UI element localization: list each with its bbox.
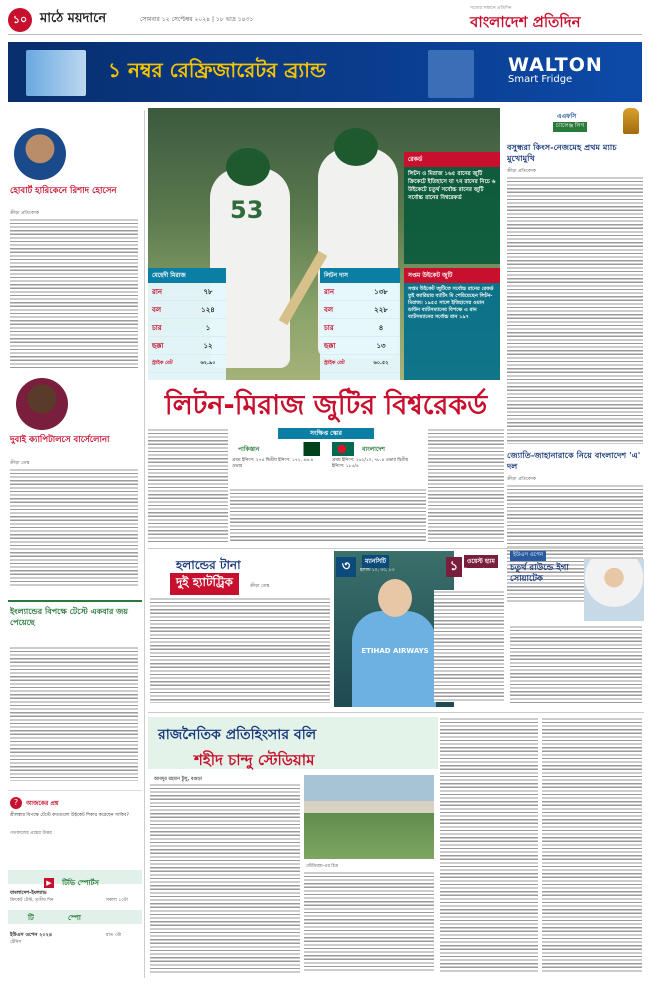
stadium-photo xyxy=(304,775,434,859)
usopen-headline: চতুর্থ রাউন্ডে ইগা সোয়াটেক xyxy=(510,563,569,584)
main-article-left xyxy=(148,428,228,542)
tv-channel-1: টি xyxy=(28,914,34,922)
ad-headline: ১ নম্বর রেফ্রিজারেটর ব্র্যান্ড xyxy=(108,58,326,82)
player-liton-helmet xyxy=(226,148,270,186)
team2-label: ওয়েস্ট হ্যাম xyxy=(464,555,498,568)
kings-body xyxy=(507,176,643,444)
liton-stat-row xyxy=(320,301,400,319)
liton-stat-row xyxy=(320,283,400,301)
mehedi-label: মেহেদী মিরাজ xyxy=(148,268,226,283)
tv1-title: বাংলাদেশ-ইংল্যান্ড xyxy=(10,890,47,896)
liton-stat-value: ১৩৮ xyxy=(374,287,388,296)
england-body xyxy=(10,646,138,781)
seventh-wicket-label: সপ্তম উইকেট জুটি xyxy=(404,268,500,283)
stadium-head1: রাজনৈতিক প্রতিহিংসার বলি xyxy=(158,727,317,743)
haaland-scoreboard xyxy=(334,553,506,583)
liton-stat-label: ছক্কা xyxy=(324,341,336,350)
seventh-wicket-box xyxy=(404,268,500,380)
team2-goals: ১ xyxy=(446,557,462,577)
usopen-body xyxy=(510,625,642,705)
profile1-body xyxy=(10,218,138,368)
profile2-name: দুবাই ক্যাপিটালসে বার্সেলোনা xyxy=(10,435,110,445)
jyoti-byline: ক্রীড়া প্রতিবেদক xyxy=(507,477,536,482)
record-text: লিটন ও মিরাজ ১৬৫ রানের জুটি ক্রিকেটে ইতিহাসে যা ৭ম রানের নিচে ৬ উইকেটে চতুর্থ সর্বোচ্চ রানের জুটি সর্বোচ্চ রানের বিশ্বরেকর্ড xyxy=(408,171,496,201)
tv1-sub: ক্রিকেট টেস্ট, তৃতীয় দিন xyxy=(10,898,54,903)
team1-goals: ৩ xyxy=(336,557,356,577)
tv-sports-header xyxy=(8,870,142,887)
sponsor-text: ETIHAD AIRWAYS xyxy=(361,647,429,655)
team1-score: প্রথম ইনিংস: ২৭৪ দ্বিতীয় ইনিংস: ১৭২, ৪৬.৪ ওভার xyxy=(232,458,314,469)
stadium-body-4 xyxy=(542,717,642,973)
liton-stat-label: স্ট্রাইক রেট xyxy=(324,359,345,366)
quiz-sub: গতকালের প্রশ্নের উত্তর xyxy=(10,831,52,836)
tv2-title: ইউএস ওপেন ২০২৪ xyxy=(10,932,53,938)
section-title: মাঠে ময়দানে xyxy=(40,11,107,26)
header-rule xyxy=(8,34,642,35)
quiz-question: শ্রীলঙ্কার বিপক্ষে টেস্টে কতগুলো উইকেট শিকার করেছেন সাকিব? xyxy=(10,813,129,818)
haaland-jersey xyxy=(352,611,436,707)
masthead: বাংলাদেশ প্রতিদিন xyxy=(470,13,581,31)
mehedi-stat-label: চার xyxy=(152,323,162,332)
usopen-tag: ইউএস ওপেন xyxy=(510,551,546,561)
england-headline: ইংল্যান্ডের বিপক্ষে টেস্টে একবার জয় পেয়েছে xyxy=(10,607,129,627)
mehedi-stat-row xyxy=(148,301,226,319)
rishad-avatar xyxy=(14,128,66,180)
main-article-bottom xyxy=(230,488,426,542)
main-article-right xyxy=(428,428,504,542)
mehedi-stats xyxy=(148,268,226,380)
team1-name: পাকিস্তান xyxy=(238,446,260,453)
stadium-caption: স্টেডিয়াম-এর চিত্র xyxy=(306,864,339,869)
stadium-body-2 xyxy=(304,871,434,973)
afc-tag: এএফসি xyxy=(557,113,577,120)
liton-label: লিটন দাস xyxy=(320,268,400,283)
liton-stat-value: ১৩ xyxy=(376,341,386,350)
tv-channel-2: স্পো xyxy=(68,914,81,922)
fridge-image xyxy=(26,50,86,96)
left-divider xyxy=(144,110,145,978)
haaland-head2: দুই হ্যাটট্রিক xyxy=(170,573,239,595)
afc-trophy-icon xyxy=(623,108,639,134)
team2-name: বাংলাদেশ xyxy=(362,446,385,453)
england-box xyxy=(8,600,142,640)
mehedi-stat-value: ১২৪ xyxy=(201,305,215,314)
question-icon: ? xyxy=(10,797,22,809)
masthead-tagline: সত্যের সন্ধানে প্রতিদিন xyxy=(470,6,512,11)
jyoti-headline: জ্যোতি-জাহানারাকে নিয়ে বাংলাদেশ 'এ' দল xyxy=(507,450,641,471)
brand-product: Smart Fridge xyxy=(508,74,573,85)
walton-ad[interactable] xyxy=(8,42,642,102)
haaland-head xyxy=(378,579,412,617)
liton-stat-label: বল xyxy=(324,305,334,314)
ad-fridge-product xyxy=(428,50,474,98)
liton-stat-row xyxy=(320,355,400,373)
mehedi-stat-value: ১২ xyxy=(203,341,213,350)
mehedi-stat-row xyxy=(148,283,226,301)
tv2-time: রাত ৩টা xyxy=(106,933,122,938)
jersey-number: 53 xyxy=(230,196,264,224)
mehedi-stat-row xyxy=(148,355,226,373)
walton-logo xyxy=(508,54,632,92)
mehedi-stat-row xyxy=(148,319,226,337)
kings-byline: ক্রীড়া প্রতিবেদক xyxy=(507,169,536,174)
haaland-byline: ক্রীড়া ডেস্ক xyxy=(250,584,270,589)
haaland-body xyxy=(150,597,330,703)
team1-label: ম্যানসিটি xyxy=(362,555,389,568)
liton-stats xyxy=(320,268,400,380)
liton-stat-label: চার xyxy=(324,323,334,332)
liton-stat-label: রান xyxy=(324,287,335,296)
score-title: সংক্ষিপ্ত স্কোর xyxy=(278,428,374,439)
player-mehedi-helmet xyxy=(334,128,378,166)
profile1-name: হোবার্ট হারিকেনে রিশাদ হোসেন xyxy=(10,186,117,196)
left-column xyxy=(8,110,142,978)
mehedi-stat-value: ১ xyxy=(205,323,211,332)
liton-stat-value: ২২৮ xyxy=(374,305,388,314)
issue-date: সোমবার ১২ সেপ্টেম্বর ২০২৪ | ১৮ ভাদ্র ১৪৩১ xyxy=(140,16,254,23)
tv-icon: ▶ xyxy=(44,878,54,888)
liton-stat-row xyxy=(320,337,400,355)
scorer2: দিয়াস ১৯ (আত্মঘাতী) xyxy=(464,568,505,573)
mehedi-stat-label: ছক্কা xyxy=(152,341,164,350)
scorer1: হলান্ড ১০, ৩০, ৮৩ xyxy=(360,568,395,573)
mehedi-stat-label: বল xyxy=(152,305,162,314)
team2-score: প্রথম ইনিংস: ২৬২/১০, ৭৮.৪ ওভার দ্বিতীয় ইনিংস: ১৮৫/৪ xyxy=(332,458,409,469)
seventh-wicket-text: সপ্তম উইকেট জুটিতে সর্বোচ্চ রানের রেকর্ড তুই ক্যারিয়ার ব্যাটিং মি পেরিয়েছেন লিটন-মিরাজ। ১৯৫৫ সালে ইতিহাসের ওয়ান ডাউন ব্যাটসম্যানের বিপক্ষে এ রান ব্যাটসম্যানের সর্বোচ্চ রান ১৯৭ xyxy=(408,286,494,320)
stadium-byline: আবদুর রহমান টুলু, বগুড়া xyxy=(154,777,203,782)
afc-tag-sub: চ্যালেঞ্জ লিগ xyxy=(553,122,587,132)
tv-sports-label: টিভি স্পোর্টস xyxy=(62,879,99,887)
mehedi-stat-label: স্ট্রাইক রেট xyxy=(152,359,173,366)
liton-stat-row xyxy=(320,319,400,337)
usopen-middle-text xyxy=(434,590,504,702)
swiatek-photo xyxy=(584,559,644,621)
stadium-head2: শহীদ চান্দু স্টেডিয়াম xyxy=(194,751,315,769)
page-number-badge: ১০ xyxy=(8,8,32,32)
record-label: রেকর্ড xyxy=(404,152,500,167)
usopen-section xyxy=(508,548,644,708)
tv-sports-box xyxy=(8,870,142,978)
quiz-box xyxy=(8,790,142,870)
stadium-stands xyxy=(304,801,434,813)
tv-channel-row xyxy=(8,910,142,924)
liton-stat-value: ৬০.৫২ xyxy=(373,359,389,366)
kings-headline: বসুন্ধরা কিংস-নেজমেহ প্রথম ম্যাচ মুখোমুখি xyxy=(507,142,617,163)
record-box xyxy=(404,152,500,264)
mehedi-stat-label: রান xyxy=(152,287,163,296)
tv2-sub: টেনিস xyxy=(10,940,22,945)
main-headline: লিটন-মিরাজ জুটির বিশ্বরেকর্ড xyxy=(164,390,488,421)
mehedi-stat-value: ৭৮ xyxy=(203,287,213,296)
bangladesh-flag xyxy=(332,442,354,456)
quiz-head: আজকের প্রশ্ন xyxy=(26,800,59,807)
profile2-body xyxy=(10,468,138,588)
right-column xyxy=(505,108,645,608)
stadium-section xyxy=(148,712,644,978)
stadium-body-1 xyxy=(150,783,300,973)
liton-stat-value: ৪ xyxy=(378,323,384,332)
haaland-head1: হলান্ডের টানা xyxy=(176,558,241,572)
profile2-byline: ক্রীড়া ডেস্ক xyxy=(10,461,30,466)
stadium-body-3 xyxy=(440,717,538,973)
mehedi-stat-row xyxy=(148,337,226,355)
brand-name: WALTON xyxy=(508,54,603,76)
stadium-head-box xyxy=(148,717,438,769)
tv1-time: সকাল ১০টা xyxy=(106,898,128,903)
pakistan-flag xyxy=(298,442,320,456)
profile1-byline: ক্রীড়া প্রতিবেদক xyxy=(10,211,39,216)
barcelona-player-avatar xyxy=(16,378,68,430)
mehedi-stat-value: ৬২.৯০ xyxy=(200,359,216,366)
